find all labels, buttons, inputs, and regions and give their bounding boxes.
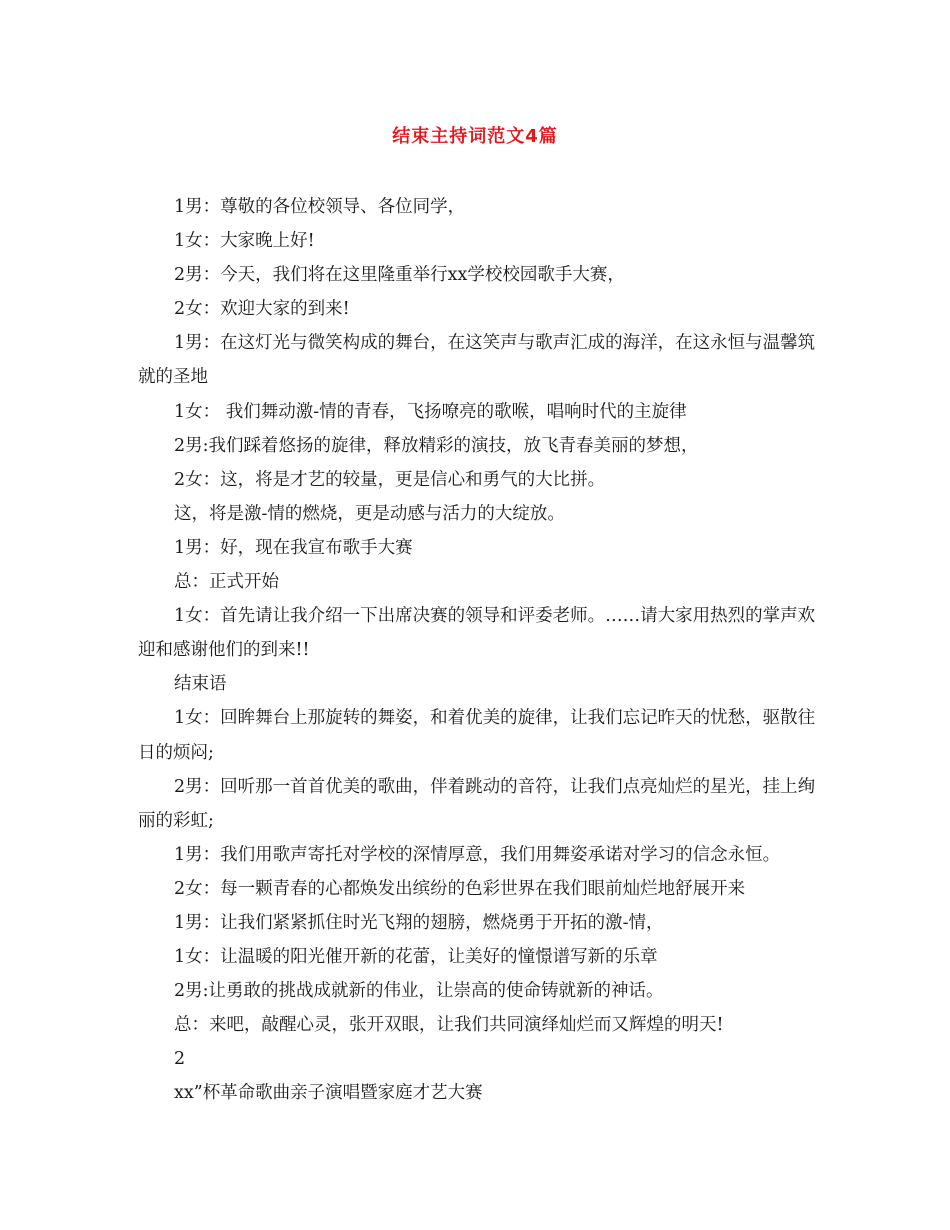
document-body — [138, 190, 818, 1111]
paragraph: 1女：让温暖的阳光催开新的花蕾，让美好的憧憬谱写新的乐章 — [174, 947, 658, 968]
paragraph: 1女：大家晚上好! — [174, 231, 315, 252]
section-heading: 结束语 — [174, 674, 227, 695]
paragraph: 1女： 我们舞动激-情的青春，飞扬嘹亮的歌喉，唱响时代的主旋律 — [174, 401, 687, 422]
paragraph: 2女：欢迎大家的到来! — [174, 299, 350, 320]
paragraph: 2男:我们踩着悠扬的旋律，释放精彩的演技，放飞青春美丽的梦想， — [174, 435, 699, 456]
document-title: 结束主持词范文4篇 — [392, 126, 558, 147]
paragraph: 1女：首先请让我介绍一下出席决赛的领导和评委老师。……请大家用热烈的掌声欢迎和感谢他们的到来!! — [138, 606, 816, 661]
paragraph: 2男：今天，我们将在这里隆重举行xx学校校园歌手大赛， — [174, 265, 625, 286]
paragraph: 1男：尊敬的各位校领导、各位同学， — [174, 197, 466, 217]
paragraph: 1男：好，现在我宣布歌手大赛 — [174, 537, 413, 558]
paragraph: 1男：让我们紧紧抓住时光飞翔的翅膀，燃烧勇于开拓的激-情， — [174, 912, 664, 933]
paragraph: 2女：这，将是才艺的较量，更是信心和勇气的大比拼。 — [174, 469, 606, 490]
paragraph: 1男：我们用歌声寄托对学校的深情厚意，我们用舞姿承诺对学习的信念永恒。 — [174, 844, 781, 865]
paragraph: 1男：在这灯光与微笑构成的舞台，在这笑声与歌声汇成的海洋，在这永恒与温馨筑就的圣地 — [138, 333, 816, 388]
paragraph: 2男:让勇敢的挑战成就新的伟业，让崇高的使命铸就新的神话。 — [174, 981, 664, 1002]
paragraph: 2男：回听那一首首优美的歌曲，伴着跳动的音符，让我们点亮灿烂的星光，挂上绚丽的彩虹; — [138, 776, 816, 831]
paragraph: 这，将是激-情的燃烧，更是动感与活力的大绽放。 — [174, 503, 565, 524]
paragraph: 1女：回眸舞台上那旋转的舞姿，和着优美的旋律，让我们忘记昨天的忧愁，驱散往日的烦闷; — [138, 708, 816, 763]
paragraph: 2女：每一颗青春的心都焕发出缤纷的色彩世界在我们眼前灿烂地舒展开来 — [174, 878, 746, 899]
paragraph: 总：正式开始 — [174, 572, 279, 593]
paragraph: xx”杯革命歌曲亲子演唱暨家庭才艺大赛 — [174, 1083, 483, 1104]
paragraph: 总：来吧，敲醒心灵，张开双眼，让我们共同演绎灿烂而又辉煌的明天! — [174, 1015, 724, 1036]
section-number: 2 — [174, 1049, 186, 1070]
